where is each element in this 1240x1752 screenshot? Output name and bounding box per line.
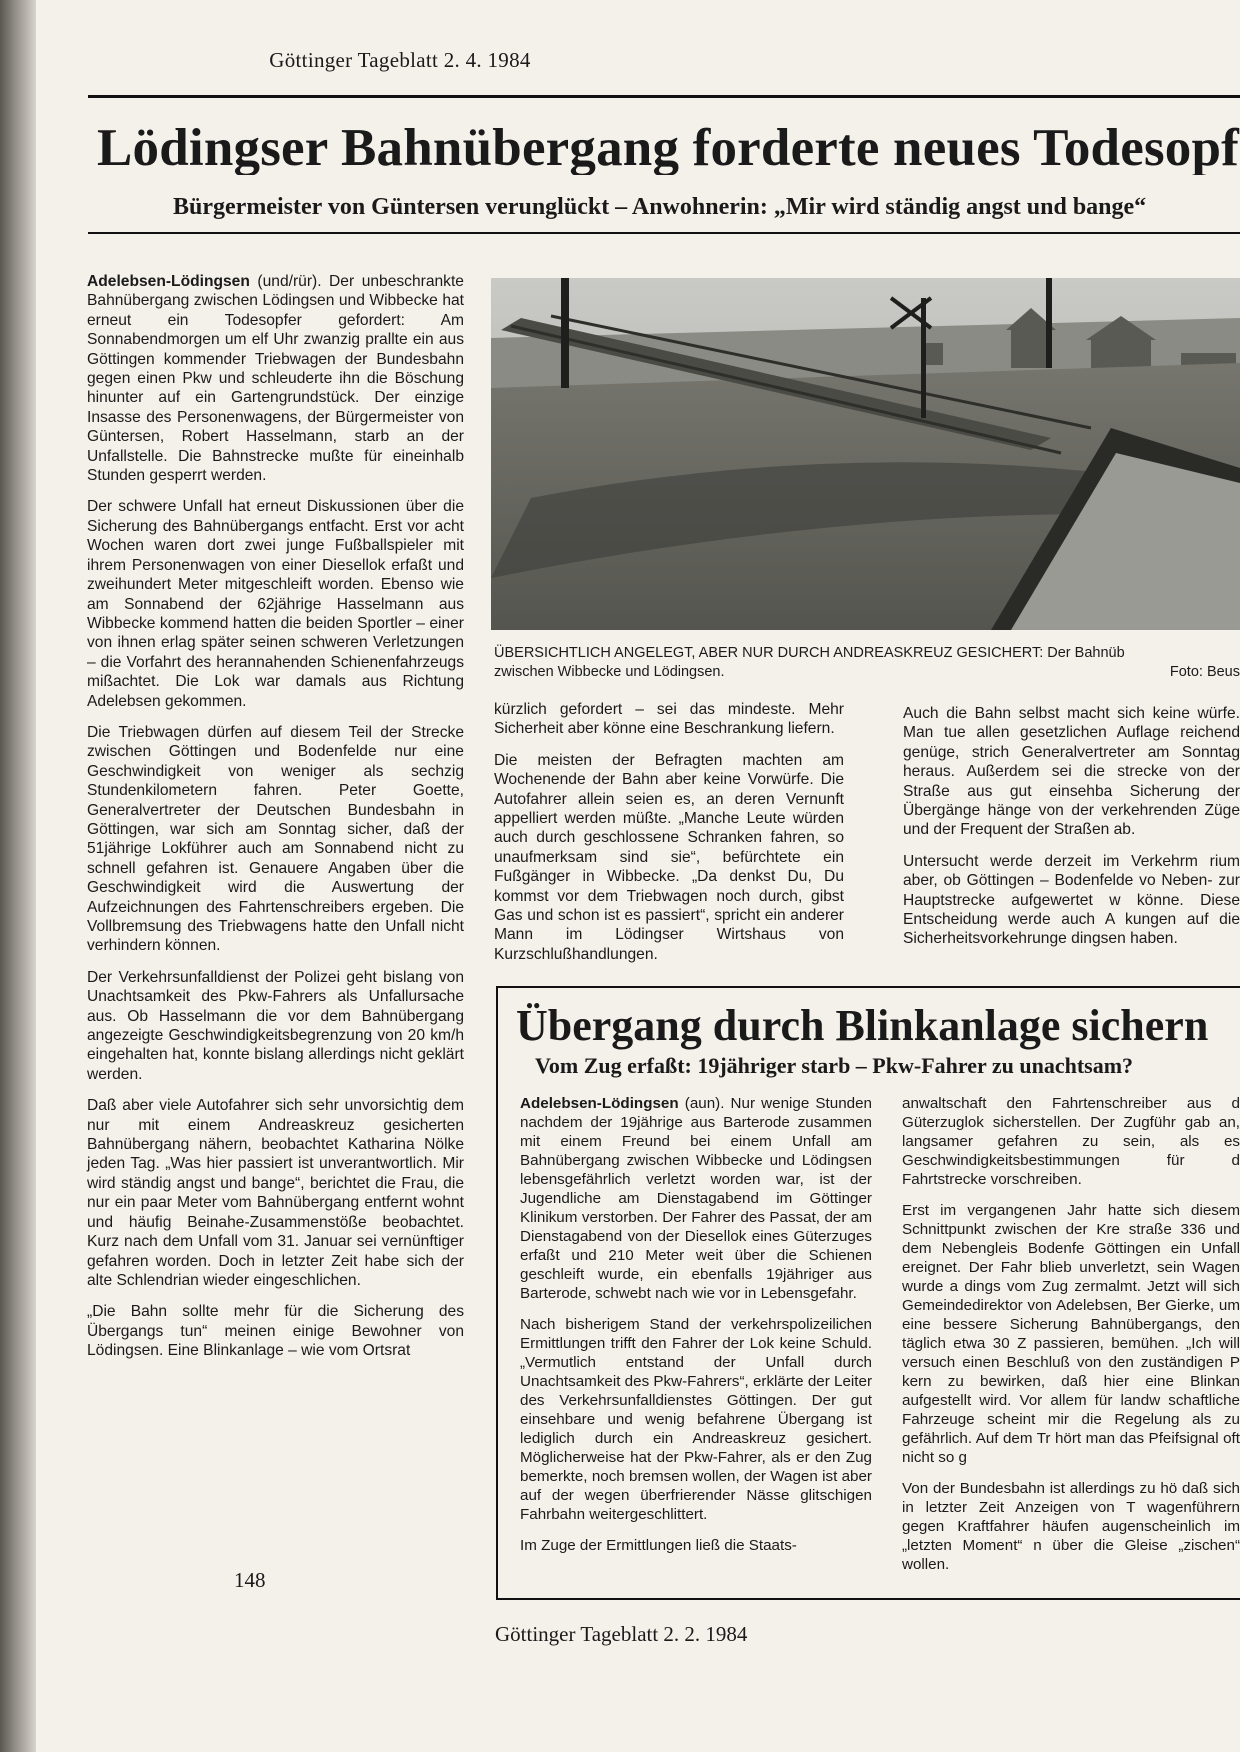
dateline: Adelebsen-Lödingsen: [520, 1095, 679, 1112]
paragraph: Auch die Bahn selbst macht sich keine würfe. Man tue allen gesetzlichen Auflage reichend genüge, strich Generalvertreter am Sonntag heraus. Außerdem sei die strecke von der Straße aus gut einsehba Sicherung der Übergänge hänge von der verkehrenden Züge und der Frequent der Straßen ab.: [903, 705, 1240, 839]
page-header: Göttinger Tageblatt 2. 4. 1984: [269, 48, 531, 72]
main-headline: Lödingser Bahnübergang forderte neues Todesopf: [97, 122, 1239, 175]
paragraph: anwaltschaft den Fahrtenschreiber aus d Güterzuglok sicherstellen. Der Zugführ gab an, langsamer gefahren zu sein, als es Geschwindigkeitsbestimmungen für d Fahrtstrecke vorschreiben.: [902, 1095, 1240, 1188]
article2-subheadline: Vom Zug erfaßt: 19jähriger starb – Pkw-Fahrer zu unachtsam?: [535, 1053, 1134, 1078]
article1-column-3: [903, 704, 1240, 974]
dateline: Adelebsen-Lödingsen: [87, 273, 250, 290]
article1-column-1: [87, 272, 464, 1373]
photo-credit: Foto: Beus: [1169, 664, 1240, 680]
photo-illustration: [491, 278, 1240, 630]
article2-headline: Übergang durch Blinkanlage sichern: [516, 1001, 1209, 1050]
article2-column-1: [520, 1094, 872, 1567]
top-rule: [88, 95, 1240, 98]
paragraph: Die Triebwagen dürfen auf diesem Teil der Strecke zwischen Göttingen und Bodenfelde nur eine Geschwindigkeit von weniger als sechzig Stundenkilometern fahren. Peter Goette, Generalvertreter der Deutschen Bundesbahn in Göttingen, war sich am Sonntag sicher, daß der 51jährige Lokführer auch am Sonnabend nicht zu schnell gefahren ist. Genauere Angaben über die Geschwindigkeit wird die Auswertung der Aufzeichnungen des Fahrtenschreibers ergeben. Die Vollbremsung des Triebwagens hatte den Unfall nicht verhindern können.: [87, 723, 464, 955]
paragraph: „Die Bahn sollte mehr für die Sicherung des Übergangs tun“ meinen einige Bewohner von Lödingsen. Eine Blinkanlage – wie vom Ortsrat: [87, 1303, 464, 1360]
paragraph: Im Zuge der Ermittlungen ließ die Staats-: [520, 1537, 797, 1554]
page-number: 148: [234, 1568, 266, 1592]
paragraph: Der Verkehrsunfalldienst der Polizei geht bislang von Unachtsamkeit des Pkw-Fahrers als Unfallursache aus. Ob Hasselmann die vor dem Bahnübergang angezeigte Geschwindigkeitsbegrenzung von 20 km/h eingehalten hat, konnte bislang allerdings nicht geklärt werden.: [87, 968, 464, 1083]
paragraph: kürzlich gefordert – sei das mindeste. Mehr Sicherheit aber könne eine Beschrankung liefern.: [494, 701, 844, 738]
article2-column-2: [902, 1094, 1240, 1594]
railway-crossing-photo: [491, 278, 1240, 630]
paragraph: Von der Bundesbahn ist allerdings zu hö daß sich in letzter Zeit Anzeigen von T wagenführern gegen Kraftfahrer häufen augenscheinlich im „letzten Moment“ n über die Gleise „zischen“ wollen.: [902, 1480, 1240, 1573]
paragraph: Der schwere Unfall hat erneut Diskussionen über die Sicherung des Bahnübergangs entfacht. Erst vor acht Wochen waren dort zwei junge Fußballspieler mit ihrem Personenwagen von einer Diesellok erfaßt und zweihundert Meter mitgeschleift worden. Ebenso wie am Sonnabend der 62jährige Hasselmann aus Wibbecke kommend hatten die beiden Sportler – einer von ihnen erlag später seinen schweren Verletzungen – die Vorfahrt des herannahenden Schienenfahrzeugs mißachtet. Die Lok war damals aus Richtung Adelebsen gekommen.: [87, 498, 464, 710]
paragraph: Adelebsen-Lödingsen (und/rür). Der unbeschrankte Bahnübergang zwischen Lödingsen und Wibbecke hat erneut ein Todesopfer gefordert: Am Sonnabendmorgen um elf Uhr zwanzig prallte ein aus Göttingen kommender Triebwagen der Bundesbahn gegen einen Pkw und schleuderte ihn die Böschung hinunter auf ein Gartengrundstück. Der einzige Insasse des Personenwagens, der Bürgermeister von Güntersen, Robert Hasselmann, starb an der Unfallstelle. Die Bahnstrecke mußte für eineinhalb Stunden gesperrt werden.: [87, 273, 464, 485]
paragraph: Nach bisherigem Stand der verkehrspolizeilichen Ermittlungen trifft den Fahrer der Lok keine Schuld. „Vermutlich entstand der Unfall durch Unachtsamkeit des Pkw-Fahrers“, erklärte der Leiter des Verkehrsunfalldienstes Göttingen. Der gut einsehbare und wenig befahrene Übergang ist lediglich durch ein Andreaskreuz gesichert. Möglicherweise hat der Pkw-Fahrer, als er den Zug bemerkte, noch bremsen wollen, der Wagen ist aber auf der wegen überfrierender Nässe glitschigen Fahrbahn weitergeschlittert.: [520, 1316, 872, 1523]
headline-rule: [88, 232, 1240, 234]
paragraph: Untersucht werde derzeit im Verkehrm rium aber, ob Göttingen – Bodenfelde vo Neben- zur Hauptstrecke aufgewertet w könne. Diese Entscheidung werde auch A kungen auf die Sicherheitsvorkehrunge dingsen haben.: [903, 852, 1240, 948]
paragraph: Adelebsen-Lödingsen (aun). Nur wenige Stunden nachdem der 19jährige aus Barterode zusammen mit einem Freund bei einem Unfall am Bahnübergang zwischen Wibbecke und Lödingsen lebensgefährlich verletzt worden war, ist der Jugendliche am Dienstagabend im Göttinger Klinikum verstorben. Der Fahrer des Passat, der am Dienstagabend von der Diesellok eines Güterzuges erfaßt und 210 Meter weit über die Schienen geschleift wurde, ein ebenfalls 19jähriger aus Barterode, schwebt nach wie vor in Lebensgefahr.: [520, 1095, 872, 1302]
paragraph: Erst im vergangenen Jahr hatte sich diesem Schnittpunkt zwischen der Kre straße 336 und dem Nebengleis Bodenfe Göttingen ein Unfall ereignet. Der Fahr blieb unverletzt, sein Wagen wurde a dings vom Zug zermalmt. Jetzt will sich Gemeindedirektor von Adelebsen, Ber Gierke, um eine bessere Sicherung Bahnübergangs, den täglich etwa 30 Z passieren, bemühen. „Ich will versuch einen Beschluß von den zuständigen P kern zu bewirken, daß hier eine Blinkan aufgestellt wird. Vor allem für landw schaftliche Fahrzeuge scheint mir die Regelung als zu gefährlich. Auf dem Tr hört man das Pfeifsignal oft nicht so g: [902, 1202, 1240, 1466]
article1-column-2: [494, 700, 844, 976]
page-footer: Göttinger Tageblatt 2. 2. 1984: [495, 1622, 748, 1646]
paragraph: Die meisten der Befragten machten am Wochenende der Bahn aber keine Vorwürfe. Die Autofahrer allein seien es, an deren Vernunft appelliert werden müßte. „Manche Leute würden auch durch geschlossene Schranken fahren, so unaufmerksam sind sie“, befürchtete ein Fußgänger in Wibbecke. „Da denkst Du, Du kommst vor dem Triebwagen noch durch, gibst Gas und schon ist es passiert“, spricht ein anderer Mann im Lödingser Wirtshaus von Kurzschlußhandlungen.: [494, 751, 844, 963]
paragraph: Daß aber viele Autofahrer sich sehr unvorsichtig dem nur mit einem Andreaskreuz gesicherten Bahnübergang nähern, beobachtet Katharina Nölke jeden Tag. „Was hier passiert ist unverantwortlich. Mir wird ständig angst und bange“, berichtet die Frau, die nur ein paar Meter vom Bahnübergang entfernt wohnt und häufig Beinahe-Zusammenstöße beobachtet. Kurz nach dem Unfall vom 31. Januar sei vernünftiger gefahren worden. Doch in letzter Zeit habe sich der alte Schlendrian wieder eingeschlichen.: [87, 1097, 464, 1289]
photo-caption: ÜBERSICHTLICH ANGELEGT, ABER NUR DURCH ANDREASKREUZ GESICHERT: Der Bahnüb zwischen Wibbecke und Lödingsen.: [494, 645, 1125, 680]
book-binding-shadow: [0, 0, 36, 1752]
main-subheadline: Bürgermeister von Güntersen verunglückt – Anwohnerin: „Mir wird ständig angst und bange“: [173, 194, 1147, 220]
